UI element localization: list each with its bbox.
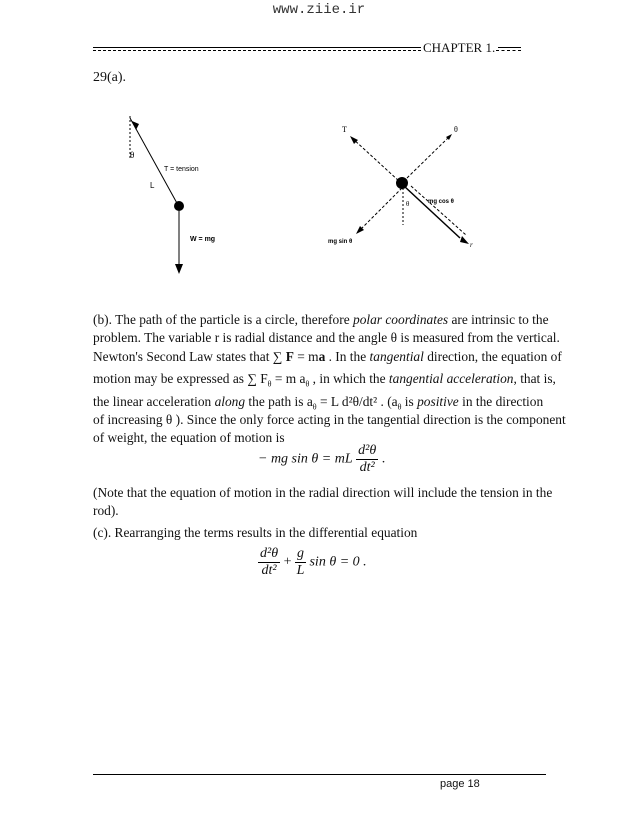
footer-rule [93,774,546,775]
tension-label: T = tension [164,166,199,173]
force-diagram [320,120,490,260]
page-header [93,40,547,56]
para-b-line7: of weight, the equation of motion is [93,430,285,445]
problem-label: 29(a). [93,70,127,85]
mgcos-label: mg cos θ [428,199,454,205]
weight-arrowhead [175,264,183,274]
header-tail-dashed [496,50,521,51]
r-label: r [470,241,473,249]
equation-differential: $\frac{\text{d²θ}}{\text{dt²}}$ + $\frac{g}{L}$ sin θ = 0 . [260,546,367,578]
pendulum-bob [174,201,184,211]
eq2-num1: d²θ [260,546,279,561]
note-line2: rod). [93,503,119,518]
mgsin-vector [358,188,402,232]
para-b-line5: the linear acceleration along the path is $a_\theta = L$ d²θ/dt² . ($a_\theta$ is positive in the direction [93,394,544,412]
header-rule [93,47,421,48]
para-b-line3: Newton's Second Law states that ∑ F = ma . In the tangential direction, the equation of [93,349,562,364]
eq2-num2: g [296,546,304,561]
note-line1: (Note that the equation of motion in the radial direction will include the tension in the [93,485,553,500]
weight-label: W = mg [190,236,216,243]
bob [396,177,408,189]
t-label: T [342,125,347,134]
para-b-line4: motion may be expressed as ∑ $F_\theta = m$ $a_\theta$ , in which the tangential acceleration, that is, [93,371,556,389]
mgsin-label: mg sin θ [328,239,353,245]
equation-motion: − mg sin θ = mL $\frac{\text{d²θ}}{\text{dt²}}$ . [258,443,386,475]
radial-arrowhead [460,236,469,244]
tension-vector [352,138,400,182]
eq1-denominator: dt² [359,460,375,475]
eq1-numerator: d²θ [358,443,377,458]
length-label: L [150,181,155,190]
theta-label-small: θ [406,200,410,208]
theta-label: θ [130,150,135,160]
para-b-line2: problem. The variable r is radial distance and the angle θ is measured from the vertical. [93,330,560,345]
para-b-line1: (b). The path of the particle is a circle, therefore polar coordinates are intrinsic to the [93,312,549,327]
page-number: page 18 [440,778,480,790]
eq2-den1: dt² [261,563,277,578]
eq2-den2: L [296,563,305,578]
theta-label-top: θ [454,125,458,134]
header-dashed-rule [93,50,421,51]
pendulum-figure [120,110,240,280]
chapter-title: CHAPTER 1. [423,40,496,55]
tension-arrowhead [132,121,139,130]
mgcos-vector [411,186,466,235]
radial-vector [404,186,460,238]
watermark: www.ziie.ir [272,2,366,18]
para-b-line6: of increasing θ ). Since the only force acting in the tangential direction is the component [93,412,566,427]
header-tail-rule [498,47,521,48]
para-c: (c). Rearranging the terms results in the differential equation [93,525,418,540]
theta-direction-line [407,136,450,178]
pendulum-rod [130,118,178,205]
